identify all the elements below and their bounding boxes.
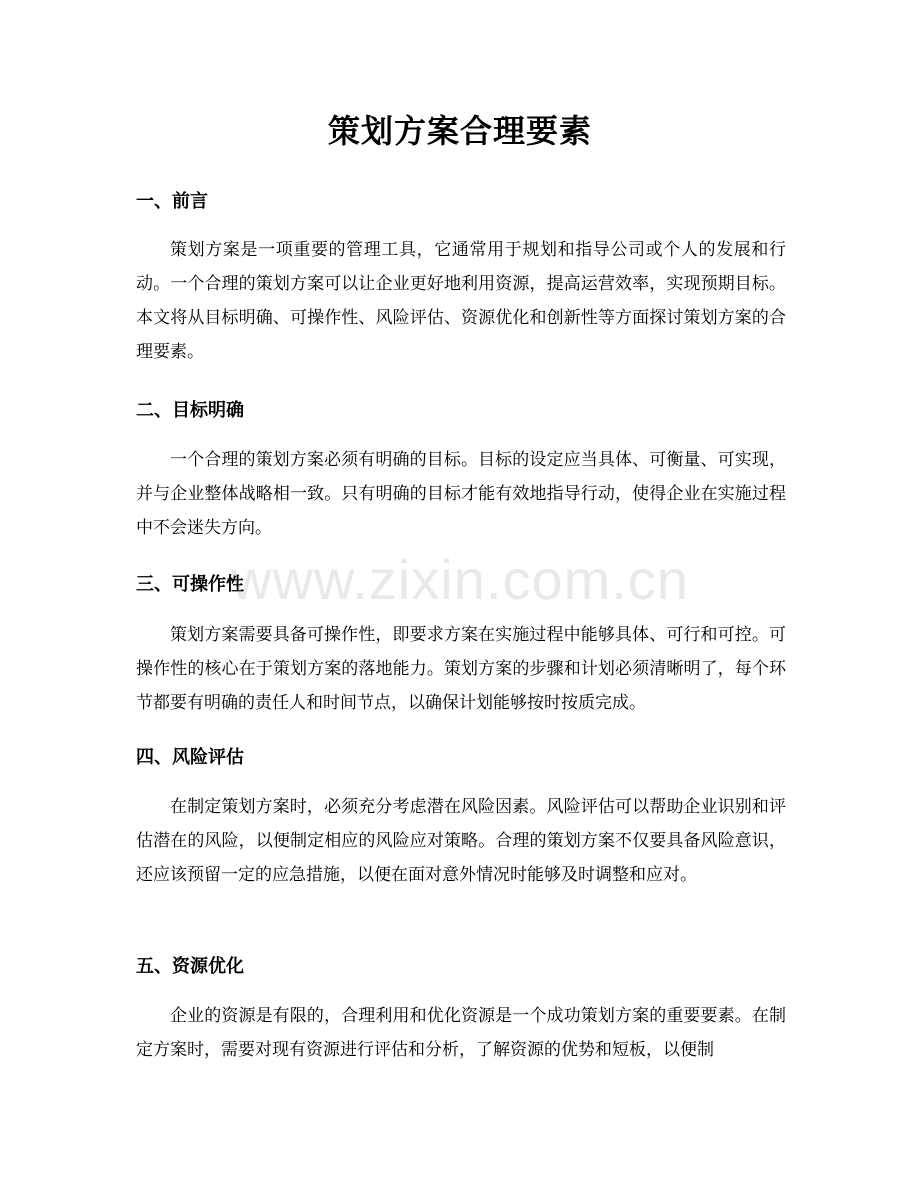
section-heading-operability: 三、可操作性 (136, 574, 244, 595)
section-heading-preface: 一、前言 (136, 191, 208, 212)
section-paragraph-resource-optimization: 企业的资源是有限的，合理利用和优化资源是一个成功策划方案的重要要素。在制定方案时，需要对现有资源进行评估和分析，了解资源的优势和短板，以便制 (136, 1006, 786, 1060)
section-paragraph-preface: 策划方案是一项重要的管理工具，它通常用于规划和指导公司或个人的发展和行动。一个合理的策划方案可以让企业更好地利用资源，提高运营效率，实现预期目标。本文将从目标明确、可操作性、风险评估、资源优化和创新性等方面探讨策划方案的合理要素。 (136, 240, 786, 362)
section-paragraph-clear-goals: 一个合理的策划方案必须有明确的目标。目标的设定应当具体、可衡量、可实现，并与企业整体战略相一致。只有明确的目标才能有效地指导行动，使得企业在实施过程中不会迷失方向。 (136, 450, 786, 538)
section-heading-clear-goals: 二、目标明确 (136, 400, 244, 421)
section-heading-risk-assessment: 四、风险评估 (136, 747, 244, 768)
section-paragraph-risk-assessment: 在制定策划方案时，必须充分考虑潜在风险因素。风险评估可以帮助企业识别和评估潜在的风险，以便制定相应的风险应对策略。合理的策划方案不仅要具备风险意识，还应该预留一定的应急措施，以便在面对意外情况时能够及时调整和应对。 (136, 797, 786, 885)
document-title: 策划方案合理要素 (327, 112, 592, 150)
watermark: www.zixin.com.cn (231, 548, 689, 611)
section-heading-resource-optimization: 五、资源优化 (136, 956, 244, 977)
section-paragraph-operability: 策划方案需要具备可操作性，即要求方案在实施过程中能够具体、可行和可控。可操作性的核心在于策划方案的落地能力。策划方案的步骤和计划必须清晰明了，每个环节都要有明确的责任人和时间节点，以确保计划能够按时按质完成。 (136, 625, 786, 713)
